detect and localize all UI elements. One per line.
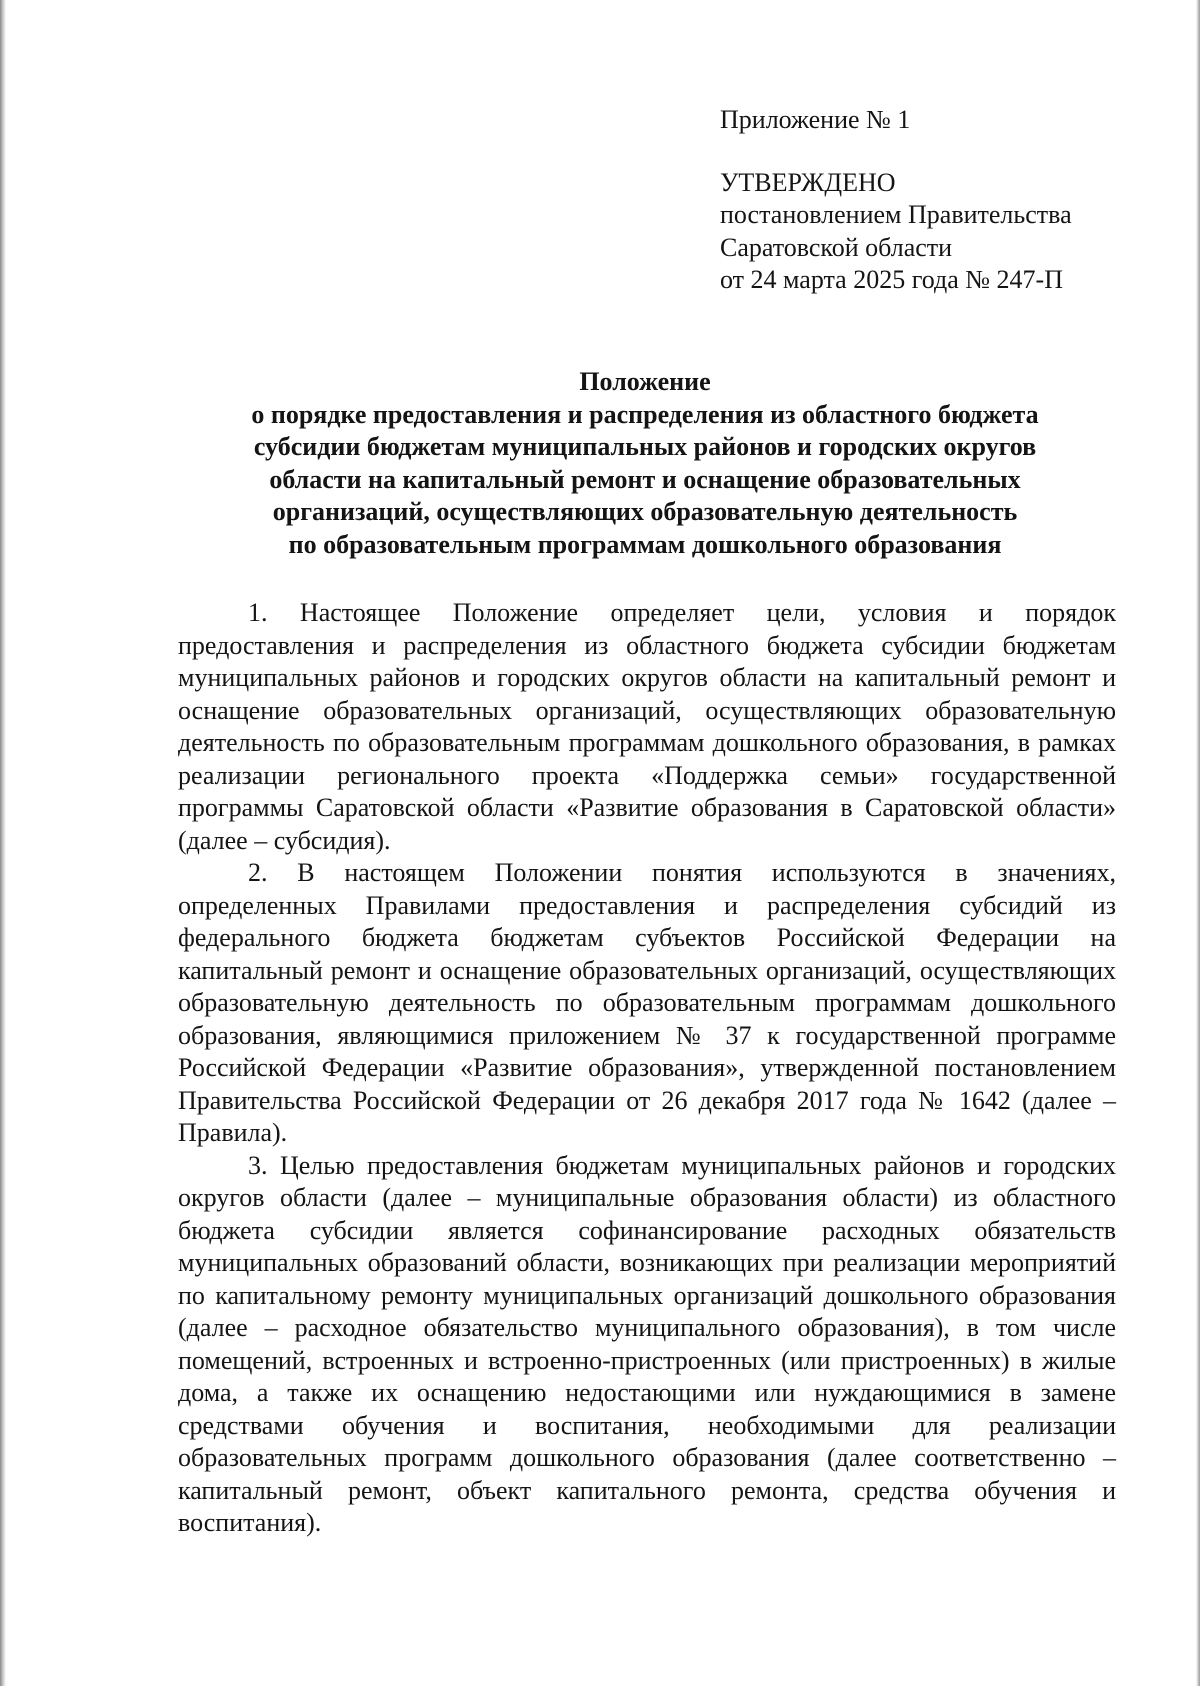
approval-line: от 24 марта 2025 года № 247-П [720,265,1063,294]
scan-edge-left [0,0,6,1686]
paragraph-2: 2. В настоящем Положении понятия используются в значениях, определенных Правилами предоставления и распределения субсидий из федерального бюджета бюджетам субъектов Российской Федерации на капитальный ремонт и оснащение образовательных организаций, осуществляющих образовательную деятельность по образовательным программам дошкольного образования, являющимися приложением № 37 к государственной программе Российской Федерации «Развитие образования», утвержденной постановлением Правительства Российской Федерации от 26 декабря 2017 года № 1642 (далее – Правила). [178,858,1116,1147]
title-line: Положение [579,367,711,396]
document-title [176,366,1114,561]
paragraph-1: 1. Настоящее Положение определяет цели, условия и порядок предоставления и распределения из областного бюджета субсидии бюджетам муниципальных районов и городских округов области на капитальный ремонт и оснащение образовательных организаций, осуществляющих образовательную деятельность по образовательным программам дошкольного образования, в рамках реализации регионального проекта «Поддержка семьи» государственной программы Саратовской области «Развитие образования в Саратовской области» (далее – субсидия). [178,598,1116,855]
paragraph-3: 3. Целью предоставления бюджетам муниципальных районов и городских округов области (далее – муниципальные образования области) из областного бюджета субсидии является софинансирование расходных обязательств муниципальных образований области, возникающих при реализации мероприятий по капитальному ремонту муниципальных организаций дошкольного образования (далее – расходное обязательство муниципального образования), в том числе помещений, встроенных и встроенно-пристроенных (или пристроенных) в жилые дома, а также их оснащению недостающими или нуждающимися в замене средствами обучения и воспитания, необходимыми для реализации образовательных программ дошкольного образования (далее соответственно – капитальный ремонт, объект капитального ремонта, средства обучения и воспитания). [178,1150,1116,1537]
title-line: организаций, осуществляющих образовательную деятельность [272,497,1018,526]
approval-line: Саратовской области [720,232,953,262]
approval-block [720,104,1160,297]
approved-label: УТВЕРЖДЕНО [720,167,896,197]
approved-stamp-text [720,167,1160,297]
title-line: субсидии бюджетам муниципальных районов и городских округов [253,432,1037,461]
annex-label: Приложение № 1 [720,105,911,134]
title-line: области на капитальный ремонт и оснащение образовательных [269,464,1021,494]
title-line: о порядке предоставления и распределения из областного бюджета [251,399,1039,429]
scan-edge-right [1196,0,1200,1686]
title-line: по образовательным программам дошкольного образования [288,529,1002,559]
approval-line: постановлением Правительства [720,200,1072,229]
document-body [178,597,1116,1540]
